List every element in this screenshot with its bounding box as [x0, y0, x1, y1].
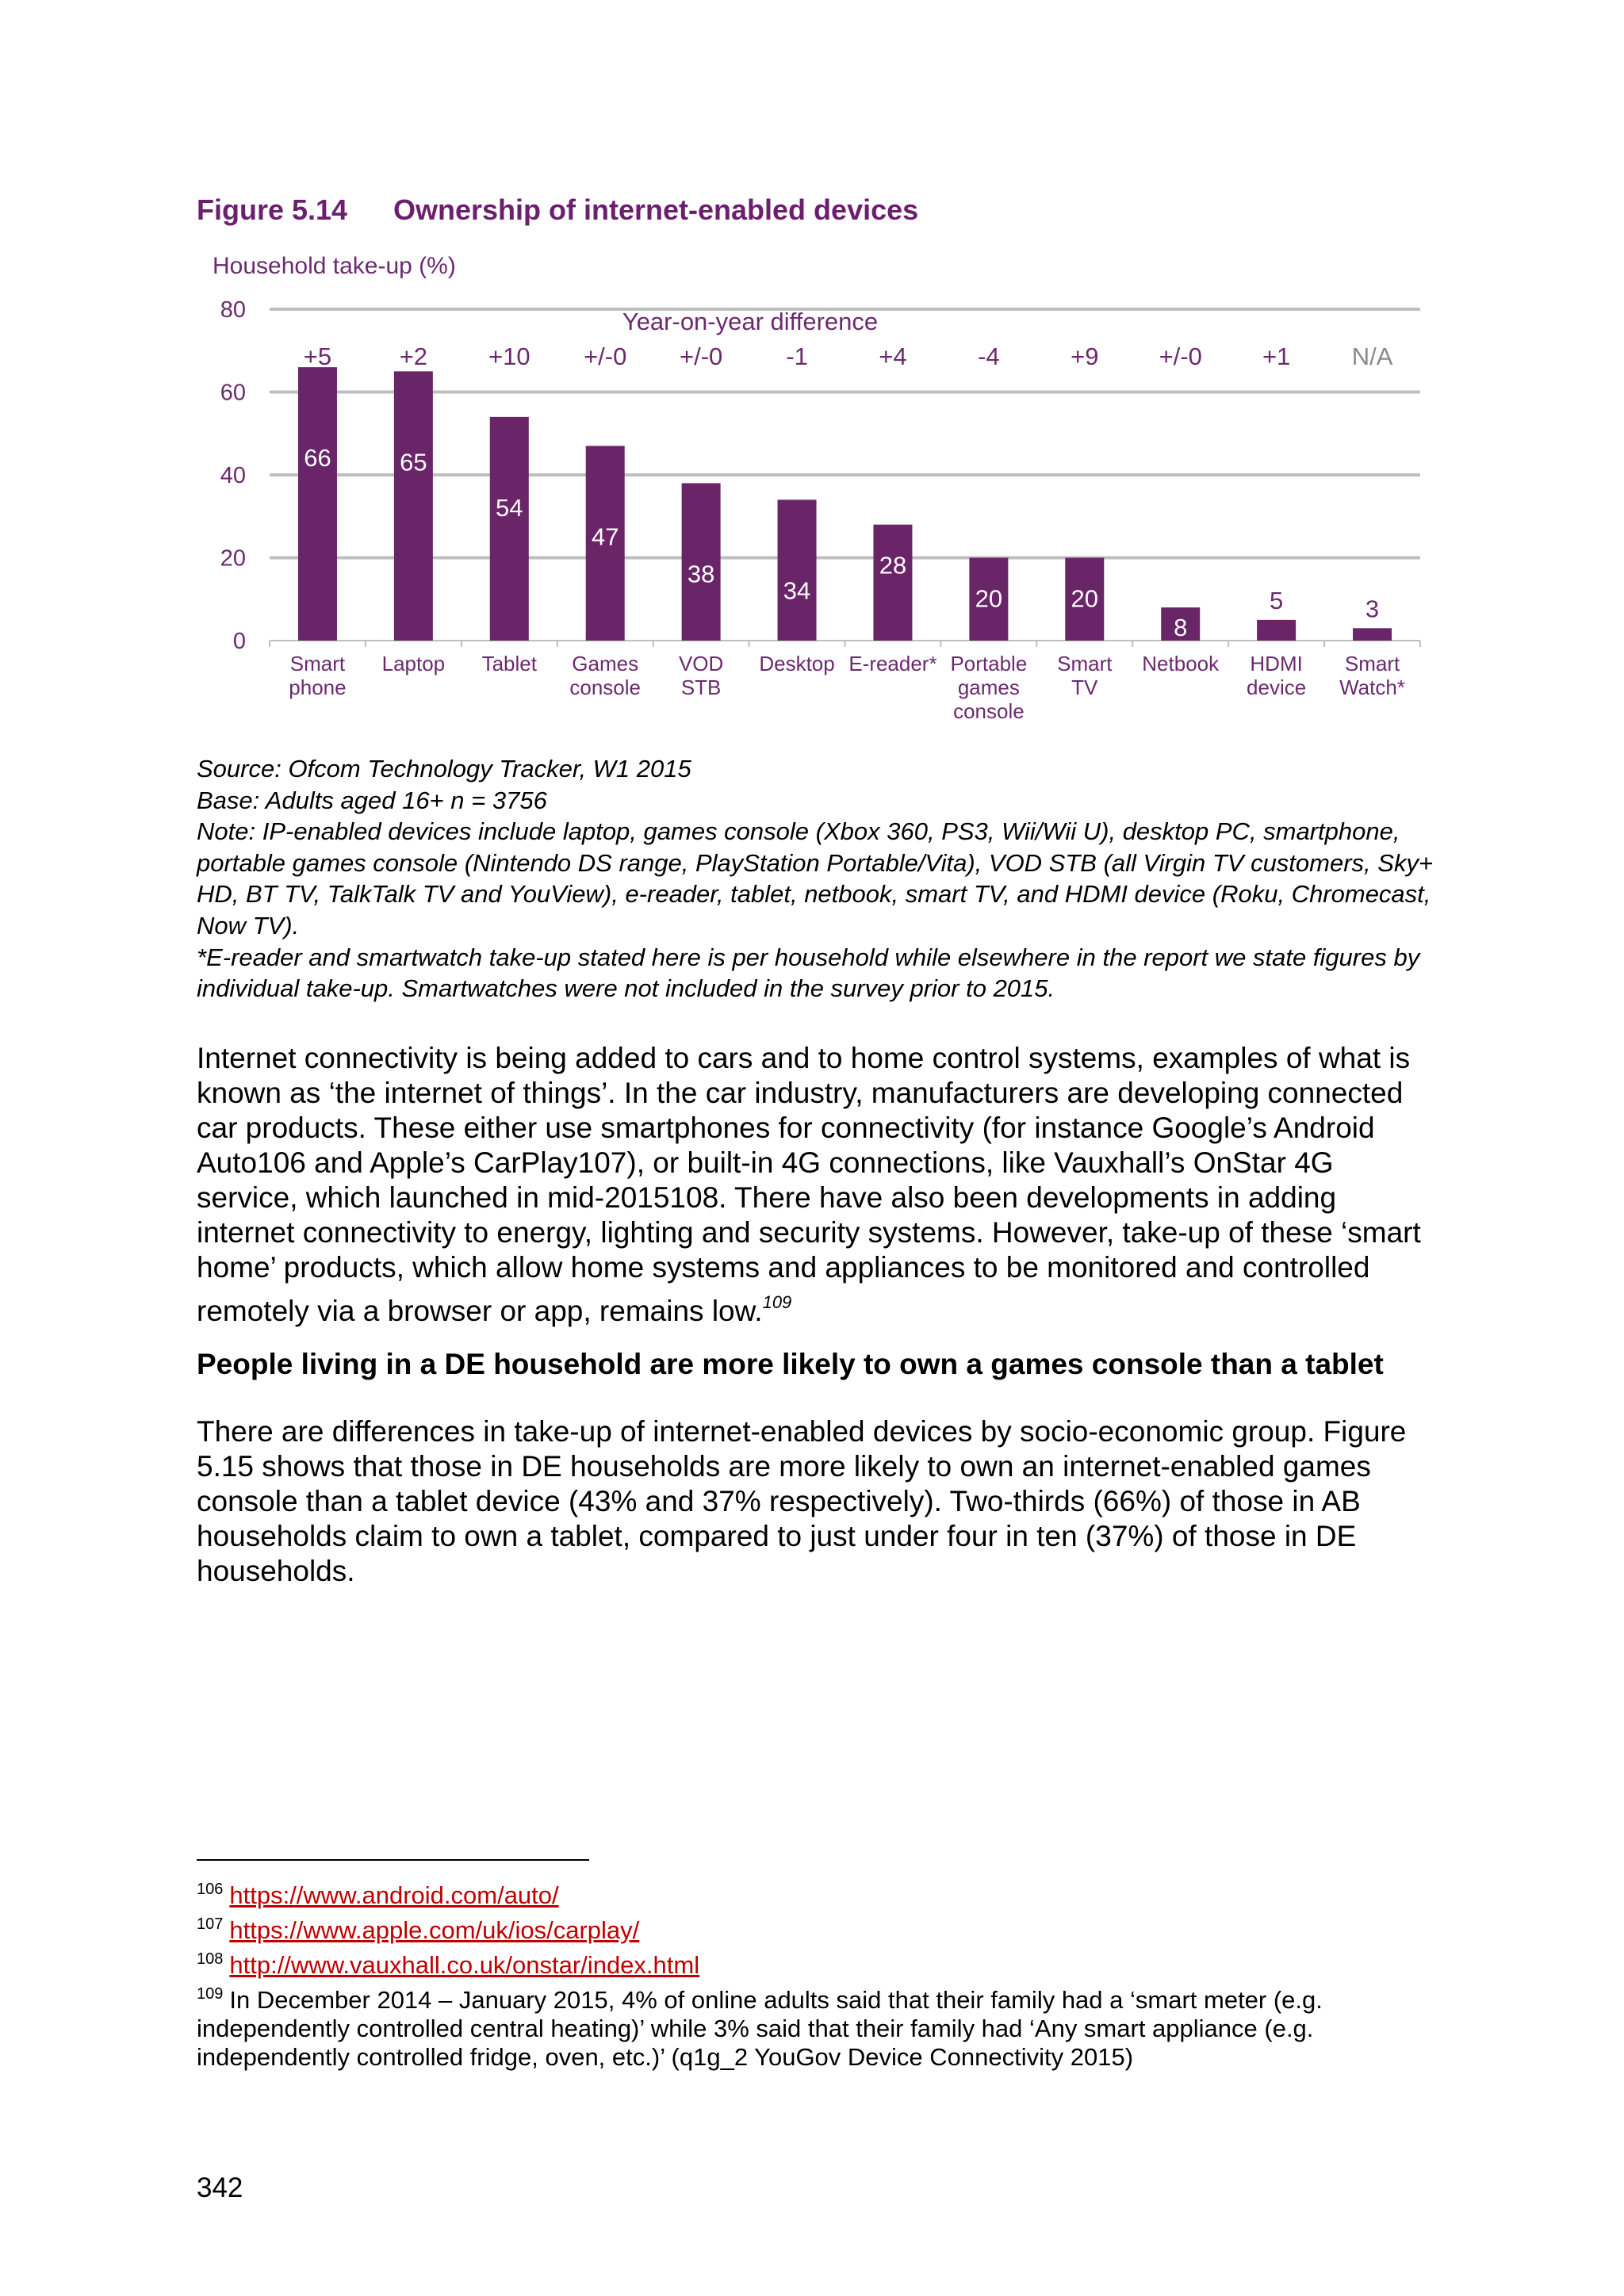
bar-value-label: 34	[783, 576, 811, 605]
footnote-link-android-auto[interactable]: https://www.android.com/auto/	[229, 1881, 559, 1909]
figure-notes	[197, 753, 1434, 1004]
yoy-diff-label: +2	[399, 342, 428, 370]
footnote-number: 107	[197, 1915, 224, 1933]
bar-value-label: 28	[879, 551, 907, 580]
bar-chart	[197, 246, 1434, 737]
x-category-label: Games console	[569, 652, 642, 699]
footnote-text: In December 2014 – January 2015, 4% of online adults said that their family had a ‘smart meter (e.g. independently controlled central heating)’ while 3% said that their family had ‘Any smart appliance (e.g. independently controlled fridge, oven, etc.)’ (q1g_2 YouGov Device Connectivity 2015)	[197, 1986, 1323, 2071]
x-category-label: Smart TV	[1057, 652, 1113, 699]
footnote-number: 106	[197, 1881, 224, 1898]
bar	[1257, 620, 1296, 641]
footnotes	[197, 1875, 1450, 2072]
footnote-divider	[197, 1859, 589, 1861]
bar-value-label: 65	[400, 448, 427, 476]
bar	[778, 499, 817, 641]
y-tick-label: 0	[232, 629, 246, 654]
base-note: Base: Adults aged 16+ n = 3756	[197, 786, 547, 814]
paragraph-1-text: Internet connectivity is being added to cars and to home control systems, examples of what is known as ‘the internet of things’. In the car industry, manufacturers are developing connected car products. These either use smartphones for connectivity (for instance Google’s Android Auto106 and Apple’s CarPlay107), or built-in 4G connections, like Vauxhall’s OnStar 4G service, which launched in mid-2015108. There have also been developments in adding internet connectivity to energy, lighting and security systems. However, take-up of these ‘smart home’ products, which allow home systems and appliances to be monitored and controlled remotely via a browser or app, remains low.	[197, 1042, 1421, 1327]
footnote-107	[197, 1910, 1450, 1945]
x-category-label: Tablet	[481, 652, 537, 675]
yoy-diff-label: N/A	[1351, 342, 1393, 370]
yoy-diff-label: +1	[1262, 342, 1291, 370]
footnote-109	[197, 1980, 1450, 2072]
body-paragraph-2: There are differences in take-up of internet-enabled devices by socio-economic group. Figure 5.15 shows that those in DE households are more likely to own an internet-enabled games console than a tablet device (43% and 37% respectively). Two-thirds (66%) of those in AB households claim to own a tablet, compared to just under four in ten (37%) of those in DE households.	[197, 1415, 1407, 1587]
yoy-diff-label: +5	[303, 342, 332, 370]
footnote-link-carplay[interactable]: https://www.apple.com/uk/ios/carplay/	[229, 1916, 640, 1944]
y-tick-label: 60	[220, 380, 246, 406]
source-note: Source: Ofcom Technology Tracker, W1 2015	[197, 755, 691, 783]
bar	[490, 417, 529, 641]
x-category-label: Smart phone	[289, 652, 347, 699]
x-category-label: Laptop	[381, 652, 446, 675]
footnote-number: 108	[197, 1950, 224, 1968]
bar-value-label: 66	[304, 444, 331, 473]
yoy-diff-label: +4	[879, 342, 907, 370]
yoy-diff-label: +/-0	[1159, 342, 1202, 370]
y-tick-label: 40	[220, 463, 246, 488]
bar	[873, 525, 912, 641]
bar	[298, 367, 337, 641]
x-category-label: Netbook	[1142, 652, 1220, 675]
footnote-number: 109	[197, 1985, 224, 2003]
section-heading: People living in a DE household are more likely to own a games console than a tablet	[197, 1348, 1384, 1380]
body-paragraph-1	[197, 1041, 1442, 1329]
bar-value-label: 8	[1174, 614, 1188, 642]
yoy-diff-label: +/-0	[584, 342, 627, 370]
footnote-106	[197, 1875, 1450, 1910]
x-category-label: HDMI device	[1247, 652, 1307, 699]
asterisk-note: *E-reader and smartwatch take-up stated here is per household while elsewhere in the report we state figures by individual take-up. Smartwatches were not included in the survey prior to 2015.	[197, 943, 1420, 1003]
x-category-label: VOD STB	[678, 652, 724, 699]
y-tick-label: 20	[220, 545, 246, 572]
bar-value-label: 20	[975, 584, 1003, 613]
bar	[394, 371, 433, 641]
footnote-link-onstar[interactable]: http://www.vauxhall.co.uk/onstar/index.html	[229, 1951, 700, 1979]
bar-value-label: 54	[496, 493, 523, 522]
bar-value-label: 20	[1071, 584, 1099, 613]
yoy-diff-label: -4	[978, 342, 1000, 370]
bar-value-label: 47	[591, 522, 619, 551]
bar-value-label: 5	[1270, 586, 1284, 614]
figure-title	[197, 193, 918, 227]
x-category-label: E-reader*	[848, 652, 937, 675]
bar-value-label: 3	[1365, 595, 1380, 623]
footnote-108	[197, 1945, 1450, 1980]
figure-number: Figure 5.14	[197, 193, 348, 226]
figure-caption: Ownership of internet-enabled devices	[393, 193, 919, 226]
yoy-diff-label: +10	[488, 342, 530, 370]
device-note: Note: IP-enabled devices include laptop, games console (Xbox 360, PS3, Wii/Wii U), desktop PC, smartphone, portable games console (Nintendo DS range, PlayStation Portable/Vita), VOD STB (all Virgin TV customers, Sky+ HD, BT TV, TalkTalk TV and YouView), e-reader, tablet, netbook, smart TV, and HDMI device (Roku, Chromecast, Now TV).	[197, 817, 1434, 939]
bar	[1353, 628, 1392, 641]
y-tick-label: 80	[220, 297, 246, 323]
x-category-label: Smart Watch*	[1339, 652, 1405, 699]
y-axis-title: Household take-up (%)	[213, 253, 456, 279]
yoy-diff-label: +/-0	[679, 342, 723, 370]
yoy-diff-label: -1	[786, 342, 808, 370]
bar-value-label: 38	[687, 560, 715, 588]
page-number: 342	[197, 2172, 243, 2203]
yoy-title: Year-on-year difference	[622, 308, 879, 335]
x-category-label: Portable games console	[950, 652, 1028, 723]
yoy-diff-label: +9	[1071, 342, 1099, 370]
x-category-label: Desktop	[759, 652, 835, 675]
footnote-ref-109: 109	[762, 1292, 792, 1312]
